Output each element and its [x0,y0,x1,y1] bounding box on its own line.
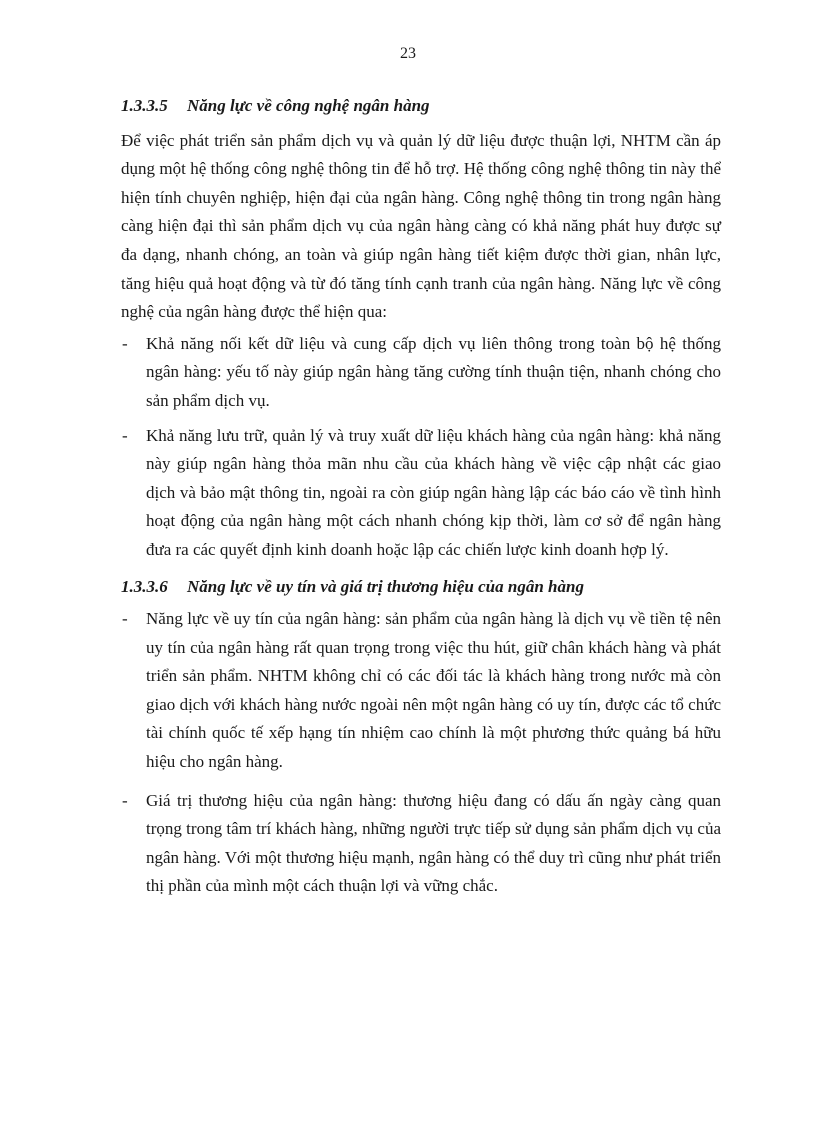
list-item [121,787,721,901]
list-item [121,422,721,565]
document-body [121,92,721,911]
section-title: Năng lực về uy tín và giá trị thương hiệu của ngân hàng [187,576,584,596]
bullet-dash: - [122,333,128,353]
list-item-text: Khả năng lưu trữ, quản lý và truy xuất dữ liệu khách hàng của ngân hàng: khả năng này giúp ngân hàng thỏa mãn nhu cầu của khách hàng về việc cập nhật các giao dịch và bảo mật thông tin, ngoài ra còn giúp ngân hàng lập các báo cáo về tình hình hoạt động của ngân hàng một cách nhanh chóng kịp thời, làm cơ sở để ngân hàng đưa ra các quyết định kinh doanh hoặc lập các chiến lược kinh doanh hợp lý. [146,425,721,559]
list-item [121,605,721,777]
list-item-text: Năng lực về uy tín của ngân hàng: sản phẩm của ngân hàng là dịch vụ về tiền tệ nên uy tín của ngân hàng rất quan trọng trong việc thu hút, giữ chân khách hàng và phát triển sản phẩm. NHTM không chỉ có các đối tác là khách hàng trong nước mà còn giao dịch với khách hàng nước ngoài nên một ngân hàng có uy tín, được các tổ chức tài chính quốc tế xếp hạng tín nhiệm cao chính là một phương thức quảng bá hữu hiệu cho ngân hàng. [146,609,721,772]
section-number: 1.3.3.6 [121,576,168,596]
bullet-dash: - [122,609,128,629]
section-paragraph: Để việc phát triển sản phẩm dịch vụ và quản lý dữ liệu được thuận lợi, NHTM cần áp dụng một hệ thống công nghệ thông tin để hỗ trợ. Hệ thống công nghệ thông tin này thể hiện tính chuyên nghiệp, hiện đại của ngân hàng. Công nghệ thông tin trong ngân hàng càng hiện đại thì sản phẩm dịch vụ của ngân hàng càng có khả năng phát huy được sự đa dạng, nhanh chóng, an toàn và giúp ngân hàng tiết kiệm được thời gian, nhân lực, tăng hiệu quả hoạt động và từ đó tăng tính cạnh tranh của ngân hàng. Năng lực về công nghệ của ngân hàng được thể hiện qua: [121,130,721,322]
section-title: Năng lực về công nghệ ngân hàng [187,96,430,115]
list-item-text: Khả năng nối kết dữ liệu và cung cấp dịch vụ liên thông trong toàn bộ hệ thống ngân hàng: yếu tố này giúp ngân hàng tăng cường tính thuận tiện, nhanh chóng cho sản phẩm dịch vụ. [146,333,721,410]
section-heading-1-3-3-5 [121,92,721,121]
bullet-list-reputation [121,605,721,901]
bullet-dash: - [122,790,128,810]
list-item [121,330,721,416]
page-number: 23 [400,45,416,62]
section-heading-1-3-3-6 [121,573,721,602]
list-item-text: Giá trị thương hiệu của ngân hàng: thương hiệu đang có dấu ấn ngày càng quan trọng trong tâm trí khách hàng, những người trực tiếp sử dụng sản phẩm dịch vụ của ngân hàng. Với một thương hiệu mạnh, ngân hàng có thể duy trì cũng như phát triển thị phần của mình một cách thuận lợi và vững chắc. [146,790,721,896]
section-number: 1.3.3.5 [121,96,168,115]
bullet-list-technology [121,330,721,565]
bullet-dash: - [122,425,128,445]
